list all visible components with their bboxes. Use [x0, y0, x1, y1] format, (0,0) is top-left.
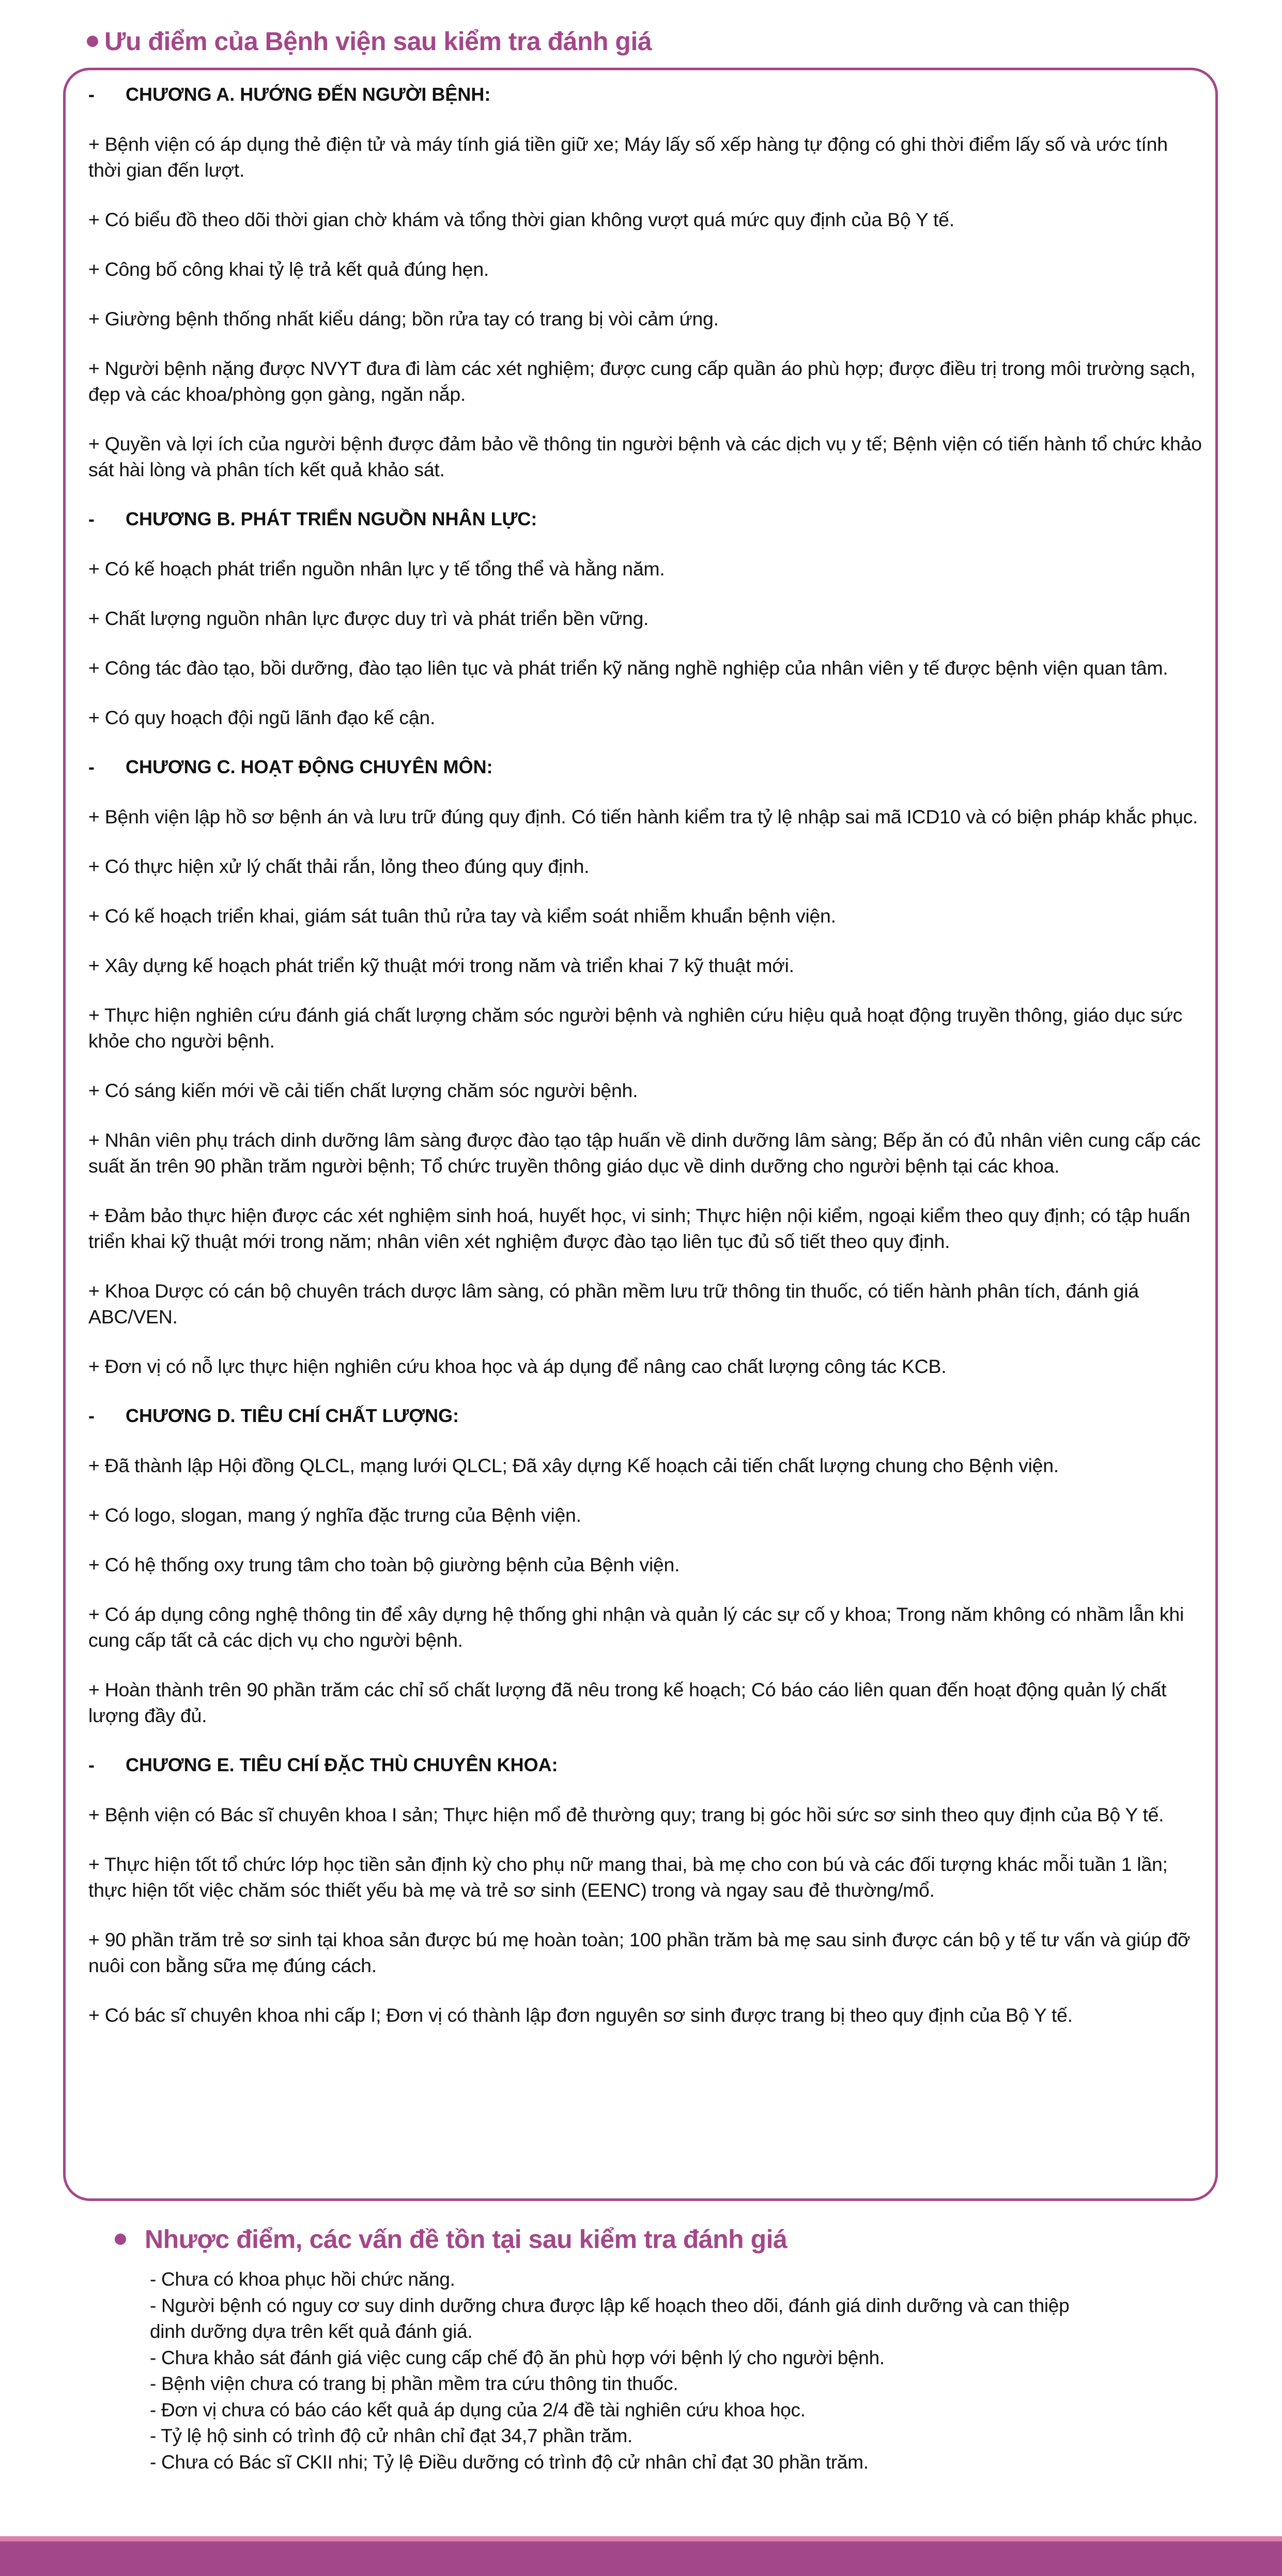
chapter-heading — [88, 754, 1204, 780]
chapter-dash: - — [88, 84, 95, 105]
chapter-heading — [88, 82, 1204, 107]
strength-item: + Có thực hiện xử lý chất thải rắn, lỏng theo đúng quy định. — [88, 855, 590, 877]
strength-item: + Nhân viên phụ trách dinh dưỡng lâm sàng được đào tạo tập huấn về dinh dưỡng lâm sàng; Bếp ăn có đủ nhân viên cung cấp các suất ăn trên 90 phần trăm người bệnh; Tổ chức truyền thông giáo dục về dinh dưỡng cho người bệnh tại các khoa. — [88, 1129, 1201, 1177]
footer-stripe — [0, 2536, 1282, 2541]
strength-item: + 90 phần trăm trẻ sơ sinh tại khoa sản được bú mẹ hoàn toàn; 100 phần trăm bà mẹ sau sinh được cán bộ y tế tư vấn và giúp đỡ nuôi con bằng sữa mẹ đúng cách. — [88, 1929, 1191, 1976]
strength-item: + Bệnh viện có Bác sĩ chuyên khoa I sản; Thực hiện mổ đẻ thường quy; trang bị góc hồi sức sơ sinh theo quy định của Bộ Y tế. — [88, 1804, 1164, 1825]
strength-item: + Công bố công khai tỷ lệ trả kết quả đúng hẹn. — [88, 258, 489, 280]
strengths-box — [63, 68, 1218, 2201]
chapter-dash: - — [88, 508, 95, 529]
strength-item: + Đảm bảo thực hiện được các xét nghiệm sinh hoá, huyết học, vi sinh; Thực hiện nội kiểm, ngoại kiểm theo quy định; có tập huấn triển khai kỹ thuật mới trong năm; nhân viên xét nghiệm được đào tạo liên tục đủ số tiết theo quy định. — [88, 1205, 1191, 1252]
strength-item: + Có hệ thống oxy trung tâm cho toàn bộ giường bệnh của Bệnh viện. — [88, 1554, 680, 1575]
strength-item: + Quyền và lợi ích của người bệnh được đảm bảo về thông tin người bệnh và các dịch vụ y tế; Bệnh viện có tiến hành tổ chức khảo sát hài lòng và phân tích kết quả khảo sát. — [88, 433, 1202, 480]
weakness-item: - Chưa có Bác sĩ CKII nhi; Tỷ lệ Điều dưỡng có trình độ cử nhân chỉ đạt 30 phần trăm. — [150, 2451, 869, 2473]
weakness-item: - Người bệnh có nguy cơ suy dinh dưỡng chưa được lập kế hoạch theo dõi, đánh giá dinh dưỡng và can thiệp dinh dưỡng dựa trên kết quả đánh giá. — [150, 2294, 1070, 2342]
weakness-item: - Đơn vị chưa có báo cáo kết quả áp dụng của 2/4 đề tài nghiên cứu khoa học. — [150, 2399, 806, 2421]
strength-item: + Thực hiện tốt tổ chức lớp học tiền sản định kỳ cho phụ nữ mang thai, bà mẹ cho con bú và các đối tượng khác mỗi tuần 1 lần; thực hiện tốt việc chăm sóc thiết yếu bà mẹ và trẻ sơ sinh (EENC) trong và ngay sau đẻ thường/mổ. — [88, 1853, 1168, 1901]
chapter-title: CHƯƠNG B. PHÁT TRIỂN NGUỒN NHÂN LỰC: — [126, 508, 537, 529]
strength-item: + Hoàn thành trên 90 phần trăm các chỉ số chất lượng đã nêu trong kế hoạch; Có báo cáo liên quan đến hoạt động quản lý chất lượng đầy đủ. — [88, 1679, 1167, 1726]
strength-item: + Giường bệnh thống nhất kiểu dáng; bồn rửa tay có trang bị vòi cảm ứng. — [88, 308, 719, 330]
chapter-heading — [88, 1403, 1204, 1429]
bullet-dot-icon — [87, 36, 98, 47]
chapter-dash: - — [88, 1754, 95, 1775]
strength-item: + Người bệnh nặng được NVYT đưa đi làm các xét nghiệm; được cung cấp quần áo phù hợp; được điều trị trong môi trường sạch, đẹp và các khoa/phòng gọn gàng, ngăn nắp. — [88, 357, 1196, 405]
strength-item: + Có áp dụng công nghệ thông tin để xây dựng hệ thống ghi nhận và quản lý các sự cố y khoa; Trong năm không có nhầm lẫn khi cung cấp tất cả các dịch vụ cho người bệnh. — [88, 1603, 1184, 1651]
strength-item: + Có quy hoạch đội ngũ lãnh đạo kế cận. — [88, 707, 436, 728]
chapter-dash: - — [88, 1405, 95, 1426]
strength-item: + Có bác sĩ chuyên khoa nhi cấp I; Đơn vị có thành lập đơn nguyên sơ sinh được trang bị theo quy định của Bộ Y tế. — [88, 2004, 1073, 2026]
footer-band — [0, 2541, 1282, 2576]
strength-item: + Bệnh viện có áp dụng thẻ điện tử và máy tính giá tiền giữ xe; Máy lấy số xếp hàng tự động có ghi thời điểm lấy số và ước tính thời gian đến lượt. — [88, 133, 1168, 181]
strength-item: + Có kế hoạch phát triển nguồn nhân lực y tế tổng thể và hằng năm. — [88, 558, 665, 580]
bullet-dot-icon — [115, 2234, 126, 2245]
strength-item: + Khoa Dược có cán bộ chuyên trách dược lâm sàng, có phần mềm lưu trữ thông tin thuốc, có tiến hành phân tích, đánh giá ABC/VEN. — [88, 1280, 1139, 1328]
strengths-title: Ưu điểm của Bệnh viện sau kiểm tra đánh giá — [104, 27, 652, 56]
strength-item: + Xây dựng kế hoạch phát triển kỹ thuật mới trong năm và triển khai 7 kỹ thuật mới. — [88, 955, 794, 976]
strength-item: + Bệnh viện lập hồ sơ bệnh án và lưu trữ đúng quy định. Có tiến hành kiểm tra tỷ lệ nhập sai mã ICD10 và có biện pháp khắc phục. — [88, 806, 1198, 828]
weakness-item: - Tỷ lệ hộ sinh có trình độ cử nhân chỉ đạt 34,7 phần trăm. — [150, 2425, 632, 2446]
weakness-item: - Bệnh viện chưa có trang bị phần mềm tra cứu thông tin thuốc. — [150, 2373, 678, 2394]
weaknesses-title: Nhược điểm, các vấn đề tồn tại sau kiểm tra đánh giá — [145, 2225, 787, 2254]
weaknesses-list — [150, 2267, 1080, 2475]
strength-item: + Thực hiện nghiên cứu đánh giá chất lượng chăm sóc người bệnh và nghiên cứu hiệu quả hoạt động truyền thông, giáo dục sức khỏe cho người bệnh. — [88, 1004, 1183, 1052]
chapter-title: CHƯƠNG E. TIÊU CHÍ ĐẶC THÙ CHUYÊN KHOA: — [126, 1754, 558, 1775]
strengths-heading — [87, 26, 652, 57]
strength-item: + Đơn vị có nỗ lực thực hiện nghiên cứu khoa học và áp dụng để nâng cao chất lượng công tác KCB. — [88, 1355, 947, 1377]
strength-item: + Có logo, slogan, mang ý nghĩa đặc trưng của Bệnh viện. — [88, 1504, 581, 1526]
chapter-dash: - — [88, 756, 95, 777]
strengths-content — [88, 82, 1204, 2052]
weakness-item: - Chưa có khoa phục hồi chức năng. — [150, 2269, 455, 2290]
strength-item: + Có kế hoạch triển khai, giám sát tuân thủ rửa tay và kiểm soát nhiễm khuẩn bệnh viện. — [88, 905, 836, 927]
chapter-title: CHƯƠNG D. TIÊU CHÍ CHẤT LƯỢNG: — [126, 1405, 459, 1426]
strength-item: + Công tác đào tạo, bồi dưỡng, đào tạo liên tục và phát triển kỹ năng nghề nghiệp của nhân viên y tế được bệnh viện quan tâm. — [88, 657, 1168, 679]
strength-item: + Chất lượng nguồn nhân lực được duy trì và phát triển bền vững. — [88, 607, 649, 629]
chapter-heading — [88, 506, 1204, 532]
strength-item: + Có sáng kiến mới về cải tiến chất lượng chăm sóc người bệnh. — [88, 1080, 638, 1101]
chapter-title: CHƯƠNG A. HƯỚNG ĐẾN NGƯỜI BỆNH: — [126, 84, 491, 105]
weaknesses-heading — [115, 2224, 787, 2255]
strength-item: + Có biểu đồ theo dõi thời gian chờ khám và tổng thời gian không vượt quá mức quy định của Bộ Y tế. — [88, 209, 954, 230]
strength-item: + Đã thành lập Hội đồng QLCL, mạng lưới QLCL; Đã xây dựng Kế hoạch cải tiến chất lượng chung cho Bệnh viện. — [88, 1455, 1059, 1476]
chapter-title: CHƯƠNG C. HOẠT ĐỘNG CHUYÊN MÔN: — [126, 756, 493, 777]
chapter-heading — [88, 1752, 1204, 1778]
weakness-item: - Chưa khảo sát đánh giá việc cung cấp chế độ ăn phù hợp với bệnh lý cho người bệnh. — [150, 2347, 885, 2368]
